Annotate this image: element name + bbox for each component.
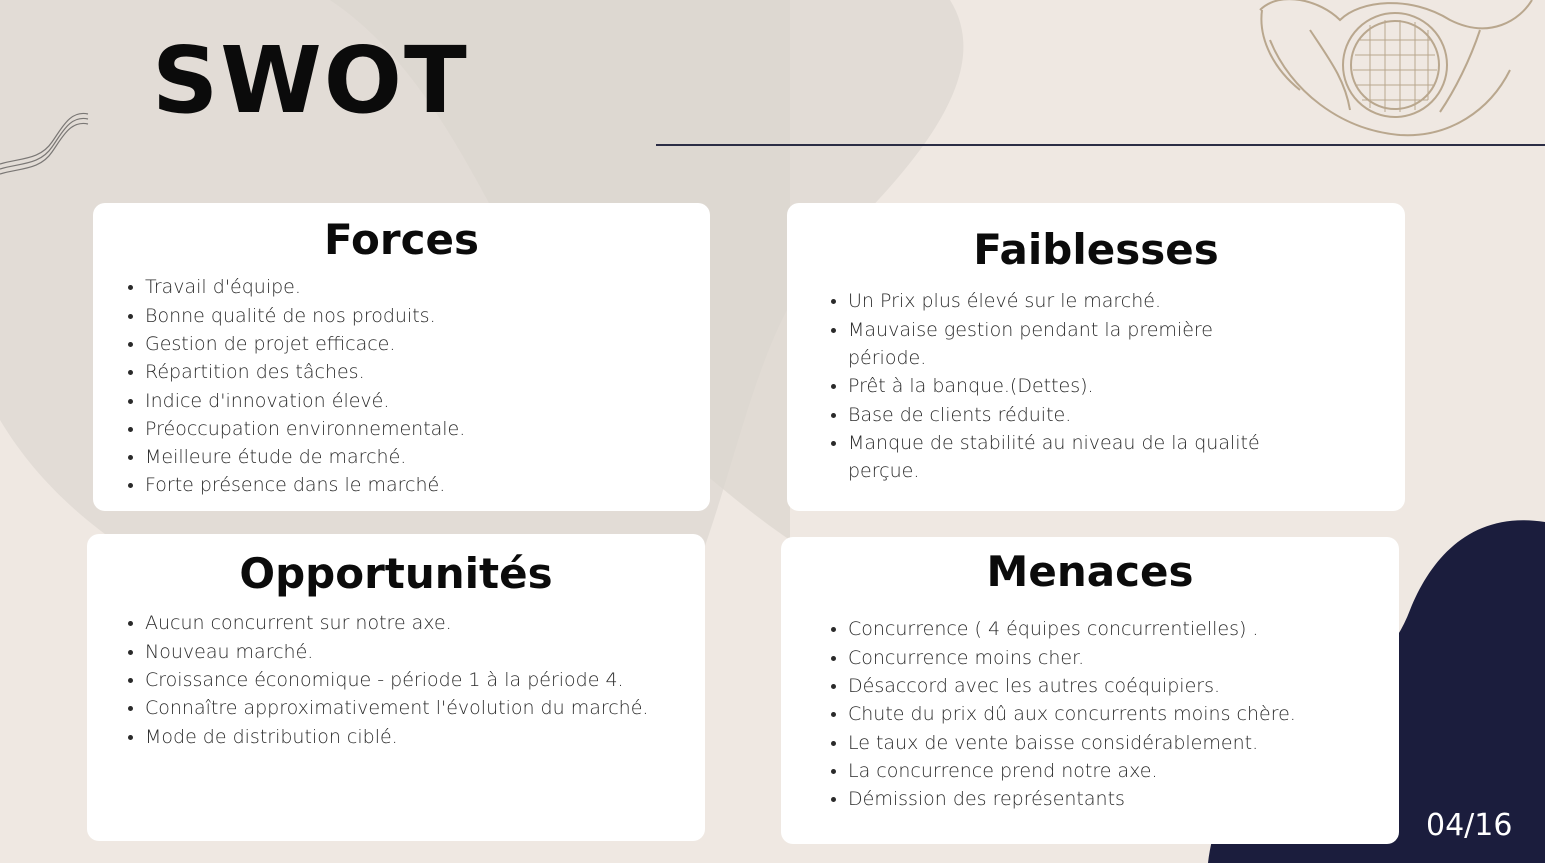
list-item: • Indice d'innovation élevé.: [145, 387, 710, 415]
list-item: • Base de clients réduite.: [848, 401, 1295, 429]
opportunites-card: [87, 534, 705, 841]
list-item: • Concurrence moins cher.: [848, 644, 1399, 672]
page-number: 04/16: [1426, 808, 1513, 843]
list-item: • Répartition des tâches.: [145, 358, 710, 386]
list-item: • Meilleure étude de marché.: [145, 443, 710, 471]
menaces-heading: Menaces: [986, 547, 1194, 596]
list-item: • Forte présence dans le marché.: [145, 471, 710, 499]
forces-heading: Forces: [324, 215, 479, 264]
faiblesses-heading: Faiblesses: [973, 225, 1219, 274]
list-item: • Prêt à la banque.(Dettes).: [848, 372, 1295, 400]
list-item: • Gestion de projet efficace.: [145, 330, 710, 358]
menaces-list: [781, 615, 1399, 813]
list-item: • Nouveau marché.: [145, 638, 705, 666]
opportunites-list: [87, 609, 705, 750]
list-item: • Mode de distribution ciblé.: [145, 723, 705, 751]
list-item: • Mauvaise gestion pendant la première période.: [848, 316, 1295, 373]
list-item: • Croissance économique - période 1 à la période 4.: [145, 666, 705, 694]
list-item: • Concurrence ( 4 équipes concurrentielles) .: [848, 615, 1399, 643]
forces-list: [93, 273, 710, 499]
list-item: • Connaître approximativement l'évolution du marché.: [145, 694, 705, 722]
list-item: • Manque de stabilité au niveau de la qualité perçue.: [848, 429, 1295, 486]
page-title: SWOT: [152, 27, 469, 134]
fig-illustration-icon: [1250, 0, 1540, 140]
menaces-card: [781, 537, 1399, 844]
faiblesses-list: [787, 287, 1405, 485]
list-item: • Bonne qualité de nos produits.: [145, 302, 710, 330]
list-item: • Un Prix plus élevé sur le marché.: [848, 287, 1295, 315]
forces-card: [93, 203, 710, 511]
list-item: • La concurrence prend notre axe.: [848, 757, 1399, 785]
list-item: • Préoccupation environnementale.: [145, 415, 710, 443]
faiblesses-card: [787, 203, 1405, 511]
list-item: • Aucun concurrent sur notre axe.: [145, 609, 705, 637]
list-item: • Travail d'équipe.: [145, 273, 710, 301]
list-item: • Chute du prix dû aux concurrents moins chère.: [848, 700, 1399, 728]
list-item: • Démission des représentants: [848, 785, 1399, 813]
title-divider: [656, 144, 1545, 146]
list-item: • Désaccord avec les autres coéquipiers.: [848, 672, 1399, 700]
list-item: • Le taux de vente baisse considérablement.: [848, 729, 1399, 757]
opportunites-heading: Opportunités: [239, 549, 553, 598]
wavy-lines-icon: [0, 108, 92, 180]
